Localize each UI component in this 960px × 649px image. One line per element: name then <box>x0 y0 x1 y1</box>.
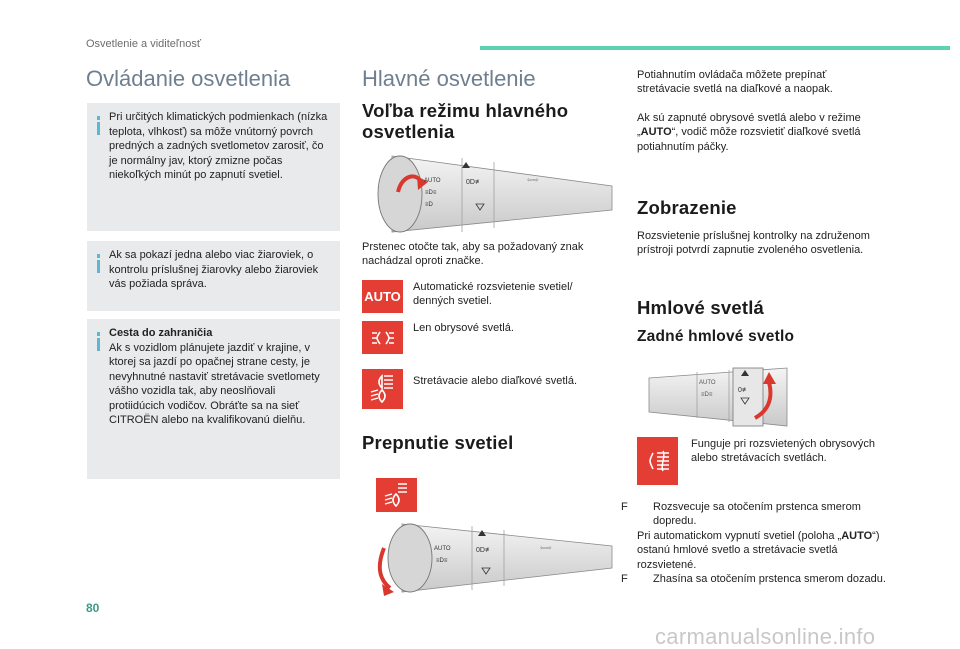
note-text: Ak sa pokazí jedna alebo viac žiaroviek, o kontrolu príslušnej žiarovky alebo žiaroviek vás požiada správa. <box>109 249 319 290</box>
info-icon <box>96 332 101 352</box>
svg-text:≡D≡: ≡D≡ <box>701 392 713 398</box>
dipped-main-beam-label: Stretávacie alebo diaľkové svetlá. <box>413 375 578 387</box>
svg-text:0D≢: 0D≢ <box>476 547 492 554</box>
rear-fog-heading: Zadné hmlové svetlo <box>637 328 795 345</box>
info-icon <box>96 254 101 274</box>
fog-heading: Hmlové svetlá <box>637 297 765 318</box>
step-off-text: Zhasína sa otočením prstenca smerom dozadu. <box>653 573 886 586</box>
step-off <box>621 572 887 586</box>
lighting-stalk-illustration <box>362 148 617 236</box>
auto-note-before: Pri automatickom vypnutí svetiel (poloha „ <box>637 529 842 542</box>
middle-heading: Hlavné osvetlenie <box>362 66 536 91</box>
bullet-icon: F <box>621 573 628 586</box>
headlight-switch-icon <box>376 478 417 512</box>
mode-instruction: Prstenec otočte tak, aby sa požadovaný znak nachádzal oproti značke. <box>362 241 584 268</box>
svg-text:≡D: ≡D <box>425 202 433 208</box>
step-on-text: Rozsvecuje sa otočením prstenca smerom dopredu. <box>653 501 861 528</box>
auto-note <box>637 529 887 572</box>
note-heading: Cesta do zahraničia <box>109 327 213 339</box>
sidelights-icon <box>362 321 403 354</box>
svg-text:⇦⇨: ⇦⇨ <box>527 177 539 184</box>
right-intro-2-before: Ak sú zapnuté obrysové svetlá alebo v režime „ <box>637 112 861 139</box>
auto-note-after: “) ostanú hmlové svetlo a stretávacie svetlá rozsvietené. <box>637 529 880 571</box>
fog-light-stalk-illustration <box>637 360 877 430</box>
svg-text:AUTO: AUTO <box>434 546 451 552</box>
left-heading: Ovládanie osvetlenia <box>86 66 291 91</box>
auto-note-auto: AUTO <box>841 529 873 542</box>
rear-fog-label: Funguje pri rozsvietených obrysových alebo stretávacích svetlách. <box>691 438 876 465</box>
section-title: Osvetlenie a viditeľnosť <box>86 38 201 50</box>
right-intro-2 <box>637 111 877 154</box>
note-text <box>109 326 334 428</box>
headlight-switch-stalk-illustration <box>362 518 617 598</box>
sidelights-label: Len obrysové svetlá. <box>413 322 514 334</box>
display-heading: Zobrazenie <box>637 197 737 218</box>
header-accent-bar <box>480 46 950 50</box>
page-number: 80 <box>86 601 100 615</box>
auto-mode-badge: AUTO <box>362 280 403 313</box>
svg-text:≡D≡: ≡D≡ <box>436 558 448 564</box>
bullet-icon: F <box>621 501 628 513</box>
note-box-bulb <box>87 241 340 311</box>
note-box-condensation <box>87 103 340 231</box>
note-body: Ak s vozidlom plánujete jazdiť v krajine, v ktorej sa jazdí po opačnej strane cesty, je nevyhnutné nastaviť stretávacie svetlomety vášho vozidla tak, aby neoslňovali protiidúcich vodičov. Obráťte sa na sieť CITROËN alebo na kvalifikovanú dielňu. <box>109 341 320 426</box>
right-intro-2-after: “, vodič môže rozsvietiť diaľkové svetlá potiahnutím páčky. <box>637 126 861 153</box>
right-intro-1: Potiahnutím ovládača môžete prepínať stretávacie svetlá na diaľkové a naopak. <box>637 69 833 96</box>
svg-text:0D≢: 0D≢ <box>466 179 482 186</box>
auto-mode-label: Automatické rozsvietenie svetiel/ denných svetiel. <box>413 281 573 308</box>
step-on <box>621 500 887 529</box>
switch-heading: Prepnutie svetiel <box>362 432 514 453</box>
svg-text:AUTO: AUTO <box>424 178 441 184</box>
mode-heading: Voľba režimu hlavného osvetlenia <box>362 100 569 142</box>
dipped-main-beam-icon <box>362 369 403 409</box>
svg-text:AUTO: AUTO <box>699 380 716 386</box>
info-icon <box>96 116 101 136</box>
rear-fog-light-icon <box>637 437 678 485</box>
rear-fog-operation <box>621 500 887 586</box>
display-text: Rozsvietenie príslušnej kontrolky na združenom prístroji potvrdí zapnutie zvoleného osvetlenia. <box>637 230 870 257</box>
svg-text:0≢: 0≢ <box>738 387 749 394</box>
note-text: Pri určitých klimatických podmienkach (nízka teplota, vlhkosť) sa môže vnútorný povrch predných a zadných svetlometov zarosiť, čo je normálny jav, ktorý zmizne počas niekoľkých minút po zapnutí svetiel. <box>109 111 328 181</box>
right-intro-2-auto: AUTO <box>640 126 672 139</box>
svg-text:≡D≡: ≡D≡ <box>425 190 437 196</box>
watermark: carmanualsonline.info <box>655 624 876 649</box>
note-box-abroad <box>87 319 340 479</box>
svg-text:⇦⇨: ⇦⇨ <box>540 545 552 552</box>
